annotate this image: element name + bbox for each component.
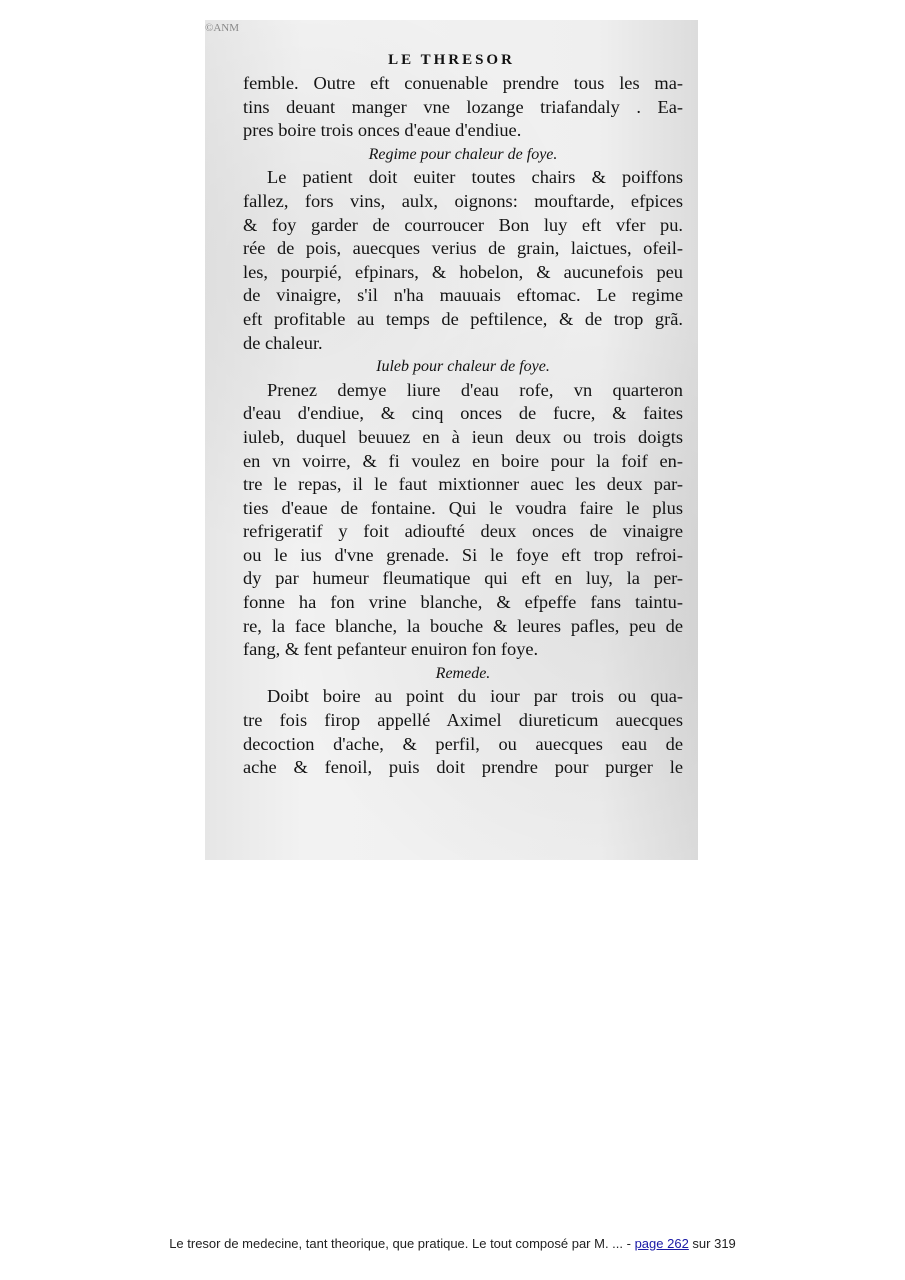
scanned-page (205, 20, 698, 860)
text-line: refrigeratif y foit adioufté deux onces de vinaigre (243, 521, 683, 542)
text-line: pres boire trois onces d'eaue d'endiue. (243, 120, 522, 141)
caption-title: Le tresor de medecine, tant theorique, que pratique. Le tout composé par M. ... (169, 1236, 624, 1251)
page-link[interactable]: page 262 (634, 1236, 689, 1251)
text-line: dy par humeur fleumatique qui eft en luy, la per- (243, 568, 683, 589)
running-head: LE THRESOR (388, 52, 515, 68)
text-line: tre le repas, il le faut mixtionner auec les deux par- (243, 474, 683, 495)
section-heading: Iuleb pour chaleur de foye. (376, 358, 550, 376)
text-line: decoction d'ache, & perfil, ou auecques eau de (243, 733, 683, 754)
text-line: ou le ius d'vne grenade. Si le foye eft trop refroi- (243, 544, 683, 565)
text-line: en vn voirre, & fi voulez en boire pour la foif en- (243, 450, 683, 471)
section-heading: Remede. (435, 664, 491, 682)
text-line: de chaleur. (243, 332, 323, 353)
section-heading: Regime pour chaleur de foye. (368, 145, 558, 163)
text-line: Le patient doit euiter toutes chairs & poiffons (267, 167, 683, 188)
page-caption (0, 1236, 905, 1251)
text-line: ties d'eaue de fontaine. Qui le voudra faire le plus (243, 497, 683, 518)
text-line: tins deuant manger vne lozange triafandaly . Ea- (243, 96, 683, 117)
page-text (243, 72, 683, 780)
text-line: femble. Outre eft conuenable prendre tous les ma- (243, 73, 683, 93)
text-line: & foy garder de courroucer Bon luy eft vfer pu. (243, 214, 683, 235)
text-line: fang, & fent pefanteur enuiron fon foye. (243, 639, 539, 660)
text-line: tre fois firop appellé Aximel diureticum auecques (243, 710, 683, 731)
watermark: ©ANM (205, 22, 240, 34)
text-line: les, pourpié, efpinars, & hobelon, & aucunefois peu (243, 261, 683, 282)
text-line: Prenez demye liure d'eau rofe, vn quarteron (267, 379, 683, 400)
text-line: ache & fenoil, puis doit prendre pour purger le (243, 757, 683, 778)
caption-separator: - (623, 1236, 635, 1251)
caption-suffix: sur 319 (688, 1236, 736, 1251)
text-line: iuleb, duquel beuuez en à ieun deux ou trois doigts (243, 426, 683, 447)
text-line: rée de pois, auecques verius de grain, laictues, ofeil- (243, 238, 683, 259)
text-line: d'eau d'endiue, & cinq onces de fucre, & faites (243, 403, 683, 424)
text-line: de vinaigre, s'il n'ha mauuais eftomac. Le regime (243, 285, 683, 306)
text-line: eft profitable au temps de peftilence, & de trop grã. (243, 308, 683, 329)
text-line: fonne ha fon vrine blanche, & efpeffe fans taintu- (243, 592, 683, 613)
text-line: Doibt boire au point du iour par trois ou qua- (267, 686, 683, 707)
text-line: fallez, fors vins, aulx, oignons: mouftarde, efpices (243, 190, 683, 211)
text-line: re, la face blanche, la bouche & leures pafles, peu de (243, 615, 683, 636)
